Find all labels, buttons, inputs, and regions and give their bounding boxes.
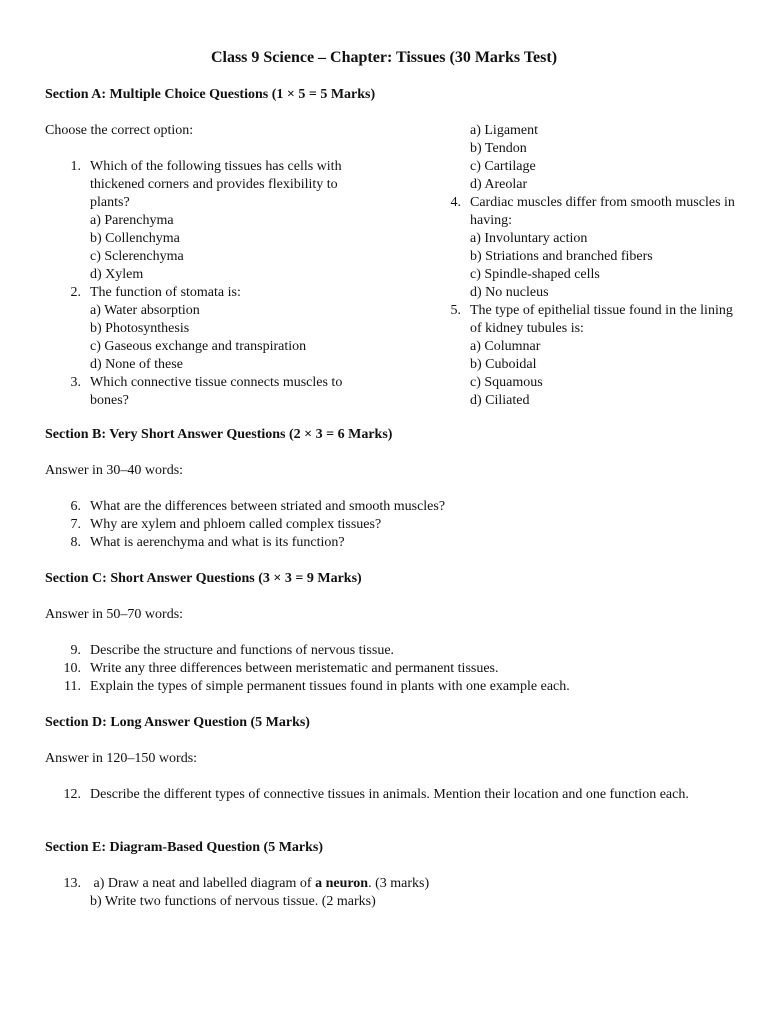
- section-c-heading: Section C: Short Answer Questions (3 × 3 = 9 Marks): [45, 571, 362, 586]
- section-a-left-column: [45, 122, 375, 410]
- question-text: Write any three differences between meristematic and permanent tissues.: [90, 661, 499, 676]
- question-number: 13.: [63, 876, 81, 891]
- option: d) Areolar: [470, 177, 528, 192]
- option: d) None of these: [90, 357, 183, 372]
- question-13b: b) Write two functions of nervous tissue. (2 marks): [90, 894, 376, 909]
- question-number: 8.: [70, 535, 81, 550]
- question-number: 10.: [63, 661, 81, 676]
- question-text: Explain the types of simple permanent tissues found in plants with one example each.: [90, 679, 570, 694]
- question-text: Cardiac muscles differ from smooth muscles in having:: [470, 195, 735, 228]
- question-number: 11.: [64, 679, 81, 694]
- question-13a-bold: a neuron: [315, 876, 369, 891]
- section-d-heading: Section D: Long Answer Question (5 Marks): [45, 715, 310, 730]
- question-12: [45, 786, 705, 804]
- question-text: Which of the following tissues has cells with thickened corners and provides flexibility to plants?: [90, 159, 342, 210]
- section-e-questions: [45, 875, 725, 911]
- option: a) Columnar: [470, 339, 541, 354]
- option: a) Parenchyma: [90, 213, 174, 228]
- question-8: [45, 534, 725, 552]
- question-13a-marks: . (3 marks): [368, 876, 430, 891]
- question-text: What is aerenchyma and what is its function?: [90, 535, 345, 550]
- question-text: Describe the structure and functions of nervous tissue.: [90, 643, 395, 658]
- option: d) No nucleus: [470, 285, 549, 300]
- question-number: 7.: [70, 517, 81, 532]
- question-text: Which connective tissue connects muscles to bones?: [90, 375, 343, 408]
- option: d) Ciliated: [470, 393, 530, 408]
- option: c) Gaseous exchange and transpiration: [90, 339, 307, 354]
- question-3-options: [425, 122, 745, 194]
- question-text: The type of epithelial tissue found in the lining of kidney tubules is:: [470, 303, 733, 336]
- section-c-instruction: Answer in 50–70 words:: [45, 607, 184, 622]
- question-text: Why are xylem and phloem called complex tissues?: [90, 517, 382, 532]
- question-number: 9.: [70, 643, 81, 658]
- question-number: 5.: [450, 303, 461, 318]
- question-number: 1.: [70, 159, 81, 174]
- question-6: [45, 498, 725, 516]
- question-5: [425, 302, 745, 410]
- section-d-instruction: Answer in 120–150 words:: [45, 751, 198, 766]
- question-10: [45, 660, 725, 678]
- question-text: What are the differences between striated and smooth muscles?: [90, 499, 446, 514]
- question-number: 2.: [70, 285, 81, 300]
- section-b-instruction: Answer in 30–40 words:: [45, 463, 184, 478]
- option: b) Striations and branched fibers: [470, 249, 653, 264]
- question-3: [45, 374, 375, 410]
- option: c) Squamous: [470, 375, 543, 390]
- question-9: [45, 642, 725, 660]
- question-number: 12.: [63, 787, 81, 802]
- option: b) Collenchyma: [90, 231, 180, 246]
- section-e-heading: Section E: Diagram-Based Question (5 Marks): [45, 840, 324, 855]
- question-text: Describe the different types of connective tissues in animals. Mention their location and one function each.: [90, 787, 689, 802]
- question-4: [425, 194, 745, 302]
- option: c) Spindle-shaped cells: [470, 267, 600, 282]
- question-11: [45, 678, 725, 696]
- question-number: 4.: [450, 195, 461, 210]
- option: a) Involuntary action: [470, 231, 588, 246]
- section-a-instruction: Choose the correct option:: [45, 123, 194, 138]
- option: d) Xylem: [90, 267, 144, 282]
- section-b-questions: [45, 498, 725, 552]
- section-a-right-column: [425, 122, 745, 410]
- section-d-questions: [45, 786, 705, 804]
- option: b) Tendon: [470, 141, 527, 156]
- question-13a: [90, 875, 725, 893]
- question-number: 6.: [70, 499, 81, 514]
- question-number: 3.: [70, 375, 81, 390]
- option: a) Water absorption: [90, 303, 200, 318]
- option: a) Ligament: [470, 123, 539, 138]
- question-2: [45, 284, 375, 374]
- question-1: [45, 158, 375, 284]
- option: c) Sclerenchyma: [90, 249, 184, 264]
- question-13: [45, 875, 725, 911]
- section-b-heading: Section B: Very Short Answer Questions (2 × 3 = 6 Marks): [45, 427, 393, 442]
- section-a-heading: Section A: Multiple Choice Questions (1 × 5 = 5 Marks): [45, 87, 376, 102]
- option: b) Photosynthesis: [90, 321, 190, 336]
- option: c) Cartilage: [470, 159, 536, 174]
- question-7: [45, 516, 725, 534]
- section-c-questions: [45, 642, 725, 696]
- question-text: The function of stomata is:: [90, 285, 241, 300]
- page-title: Class 9 Science – Chapter: Tissues (30 Marks Test): [210, 49, 558, 66]
- option: b) Cuboidal: [470, 357, 537, 372]
- question-13a-text: a) Draw a neat and labelled diagram of: [93, 876, 316, 891]
